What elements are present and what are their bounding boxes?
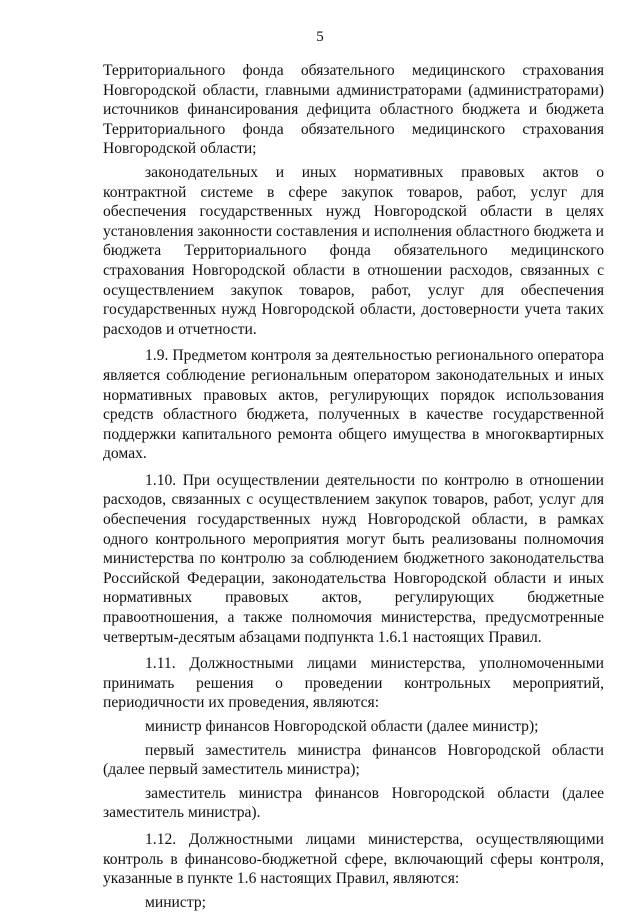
paragraph-1-11: 1.11. Должностными лицами министерства, уполномоченными принимать решения о проведении контрольных мероприятий, периодичности их проведения, являются: — [103, 655, 604, 712]
list-item-minister: министр финансов Новгородской области (далее министр); — [145, 718, 539, 735]
paragraph-legislation: законодательных и иных нормативных правовых актов о контрактной системе в сфере закупок товаров, работ, услуг для обеспечения государственных нужд Новгородской области в целях установления законности составления и исполнения областного бюджета и бюджета Территориального фонда обязательного медицинского страхования Новгородской области в отношении расходов, связанных с осуществлением закупок товаров, работ, услуг для обеспечения государственных нужд Новгородской области, достоверности учета таких расходов и отчетности. — [103, 163, 604, 338]
paragraph-1-12: 1.12. Должностными лицами министерства, осуществляющими контроль в финансово-бюджетной сфере, включающий сферы контроля, указанные в пункте 1.6 настоящих Правил, являются: — [103, 830, 604, 888]
document-body — [103, 61, 604, 912]
paragraph-1-9: 1.9. Предметом контроля за деятельностью регионального оператора является соблюдение региональным оператором законодательных и иных нормативных правовых актов, регулирующих порядок использования средств областного бюджета, полученных в качестве государственной поддержки капитального ремонта общего имущества в многоквартирных домах. — [103, 347, 604, 463]
page-number: 5 — [316, 29, 324, 45]
paragraph-continuation: Территориального фонда обязательного медицинского страхования Новгородской области, главными администраторами (администраторами) источников финансирования дефицита областного бюджета и бюджета Территориального фонда обязательного медицинского страхования Новгородской области; — [103, 62, 604, 158]
paragraph-1-10: 1.10. При осуществлении деятельности по контролю в отношении расходов, связанных с осуществлением закупок товаров, работ, услуг для обеспечения государственных нужд Новгородской области, в рамках одного контрольного мероприятия могут быть реализованы полномочия министерства по контролю за соблюдением бюджетного законодательства Российской Федерации, законодательства Новгородской области и иных нормативных правовых актов, регулирующих бюджетные правоотношения, а также полномочия министерства, предусмотренные четвертым-десятым абзацами подпункта 1.6.1 настоящих Правил. — [103, 471, 604, 646]
list-item-deputy: заместитель министра финансов Новгородской области (далее заместитель министра). — [103, 784, 604, 822]
list-item-minister-short: министр; — [145, 893, 206, 911]
list-item-first-deputy: первый заместитель министра финансов Новгородской области (далее первый заместитель министра); — [103, 741, 604, 779]
